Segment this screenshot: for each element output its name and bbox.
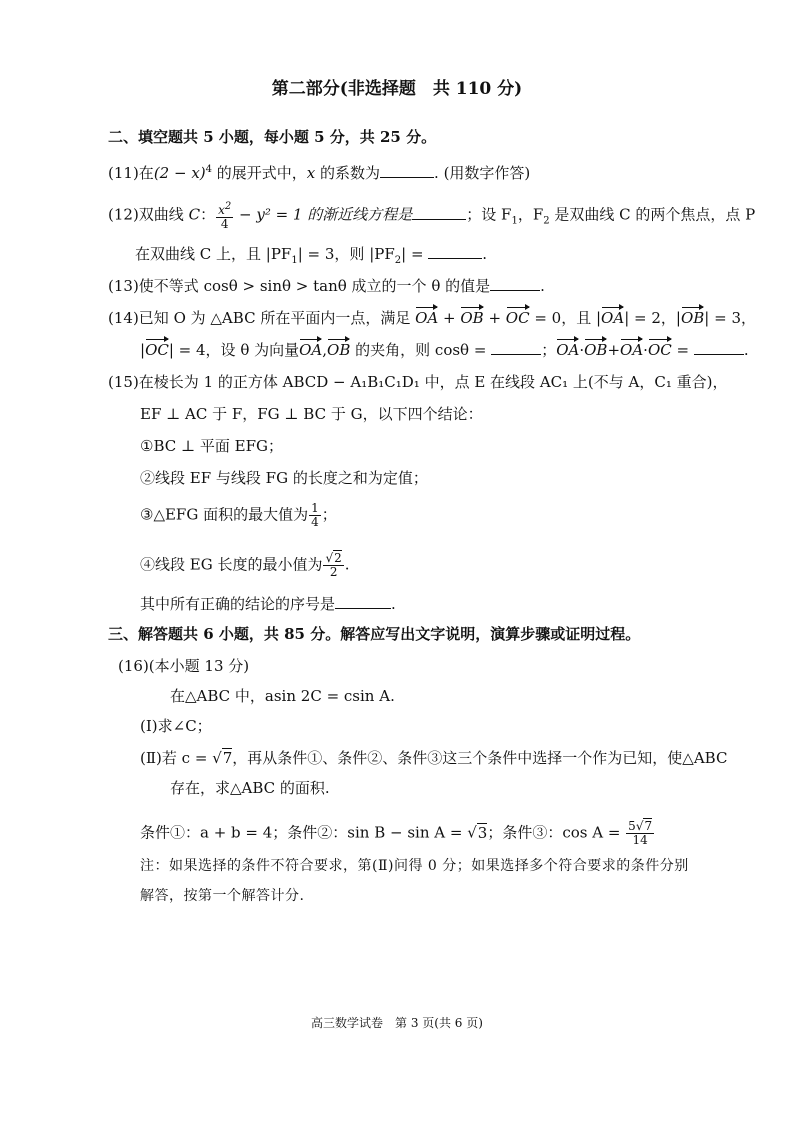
question-12: (12)双曲线 C： $\frac{x^2}{4}$ − y² = 1 的渐近线方程是 ；设 $F_1$，$F_2$ 是双曲线 C 的两个焦点，点 P xyxy=(108,201,756,231)
question-15: (15)在棱长为 1 的正方体 ABCD − A₁B₁C₁D₁ 中，点 E 在线段 AC₁ 上(不与 A，C₁ 重合)， xyxy=(108,373,728,391)
answer-blank[interactable] xyxy=(428,244,482,259)
question-12-line2: 在双曲线 C 上，且 $|PF_1| = 3$，则 $|PF_2|$ = . xyxy=(135,245,488,266)
conclusion-1: ①BC ⊥ 平面 EFG； xyxy=(140,437,283,455)
fraction: $\frac{5√7}{14}$ xyxy=(628,819,653,847)
question-15-line2: EF ⊥ AC 于 F，FG ⊥ BC 于 G，以下四个结论： xyxy=(140,405,483,423)
question-16-part2-line2: 存在，求△ABC 的面积. xyxy=(170,779,330,797)
conclusion-4: ④线段 EG 长度的最小值为 $\frac{√2}{2}$ . xyxy=(140,551,350,579)
question-16-conditions: 条件①：a + b = 4；条件②：sin B − sin A = √3；条件③：cos A = $\frac{5√7}{14}$ xyxy=(140,819,653,847)
answer-blank[interactable] xyxy=(335,594,391,609)
answer-blank[interactable] xyxy=(491,340,541,355)
question-11: (11)在$(2 - x)^4$ 的展开式中，x 的系数为 . (用数字作答) xyxy=(108,164,531,182)
fraction: $\frac{√2}{2}$ xyxy=(325,551,342,579)
conclusion-2: ②线段 EF 与线段 FG 的长度之和为定值； xyxy=(140,469,428,487)
question-16-note-line2: 解答，按第一个解答计分. xyxy=(140,888,305,904)
answer-blank[interactable] xyxy=(490,276,540,291)
fraction: $\frac{x^2}{4}$ xyxy=(218,201,232,231)
conclusion-3: ③△EFG 面积的最大值为 $\frac{1}{4}$ ； xyxy=(140,501,337,529)
answer-blank[interactable] xyxy=(412,205,466,220)
question-16-part2: (Ⅱ)若 c = √7，再从条件①、条件②、条件③这三个条件中选择一个作为已知，使△ABC xyxy=(140,749,728,767)
question-13: (13)使不等式 cosθ > sinθ > tanθ 成立的一个 θ 的值是 . xyxy=(108,277,545,295)
question-16-header: (16)(本小题 13 分) xyxy=(118,657,250,675)
fraction: $\frac{1}{4}$ xyxy=(311,501,319,529)
page-footer: 高三数学试卷 第 3 页(共 6 页) xyxy=(311,1016,483,1030)
section2-header: 二、填空题共 5 小题，每小题 5 分，共 25 分。 xyxy=(108,128,437,146)
answer-blank[interactable] xyxy=(380,163,434,178)
section3-header: 三、解答题共 6 小题，共 85 分。解答应写出文字说明，演算步骤或证明过程。 xyxy=(108,625,641,643)
question-16-given: 在△ABC 中，asin 2C = csin A. xyxy=(170,687,395,705)
question-16-note: 注：如果选择的条件不符合要求，第(Ⅱ)问得 0 分；如果选择多个符合要求的条件分别 xyxy=(140,858,689,874)
answer-blank[interactable] xyxy=(694,340,744,355)
question-14: (14)已知 O 为 △ABC 所在平面内一点，满足 OA + OB + OC = 0，且 |OA| = 2，|OB| = 3， xyxy=(108,309,756,327)
question-15-ask: 其中所有正确的结论的序号是 . xyxy=(140,595,396,613)
question-14-line2: |OC| = 4，设 θ 为向量OA,OB 的夹角，则 cosθ = ；OA·OB+OA·OC = . xyxy=(140,341,749,359)
question-16-part1: (Ⅰ)求∠C； xyxy=(140,717,212,735)
section-title: 第二部分(非选择题 共 110 分) xyxy=(271,79,523,99)
